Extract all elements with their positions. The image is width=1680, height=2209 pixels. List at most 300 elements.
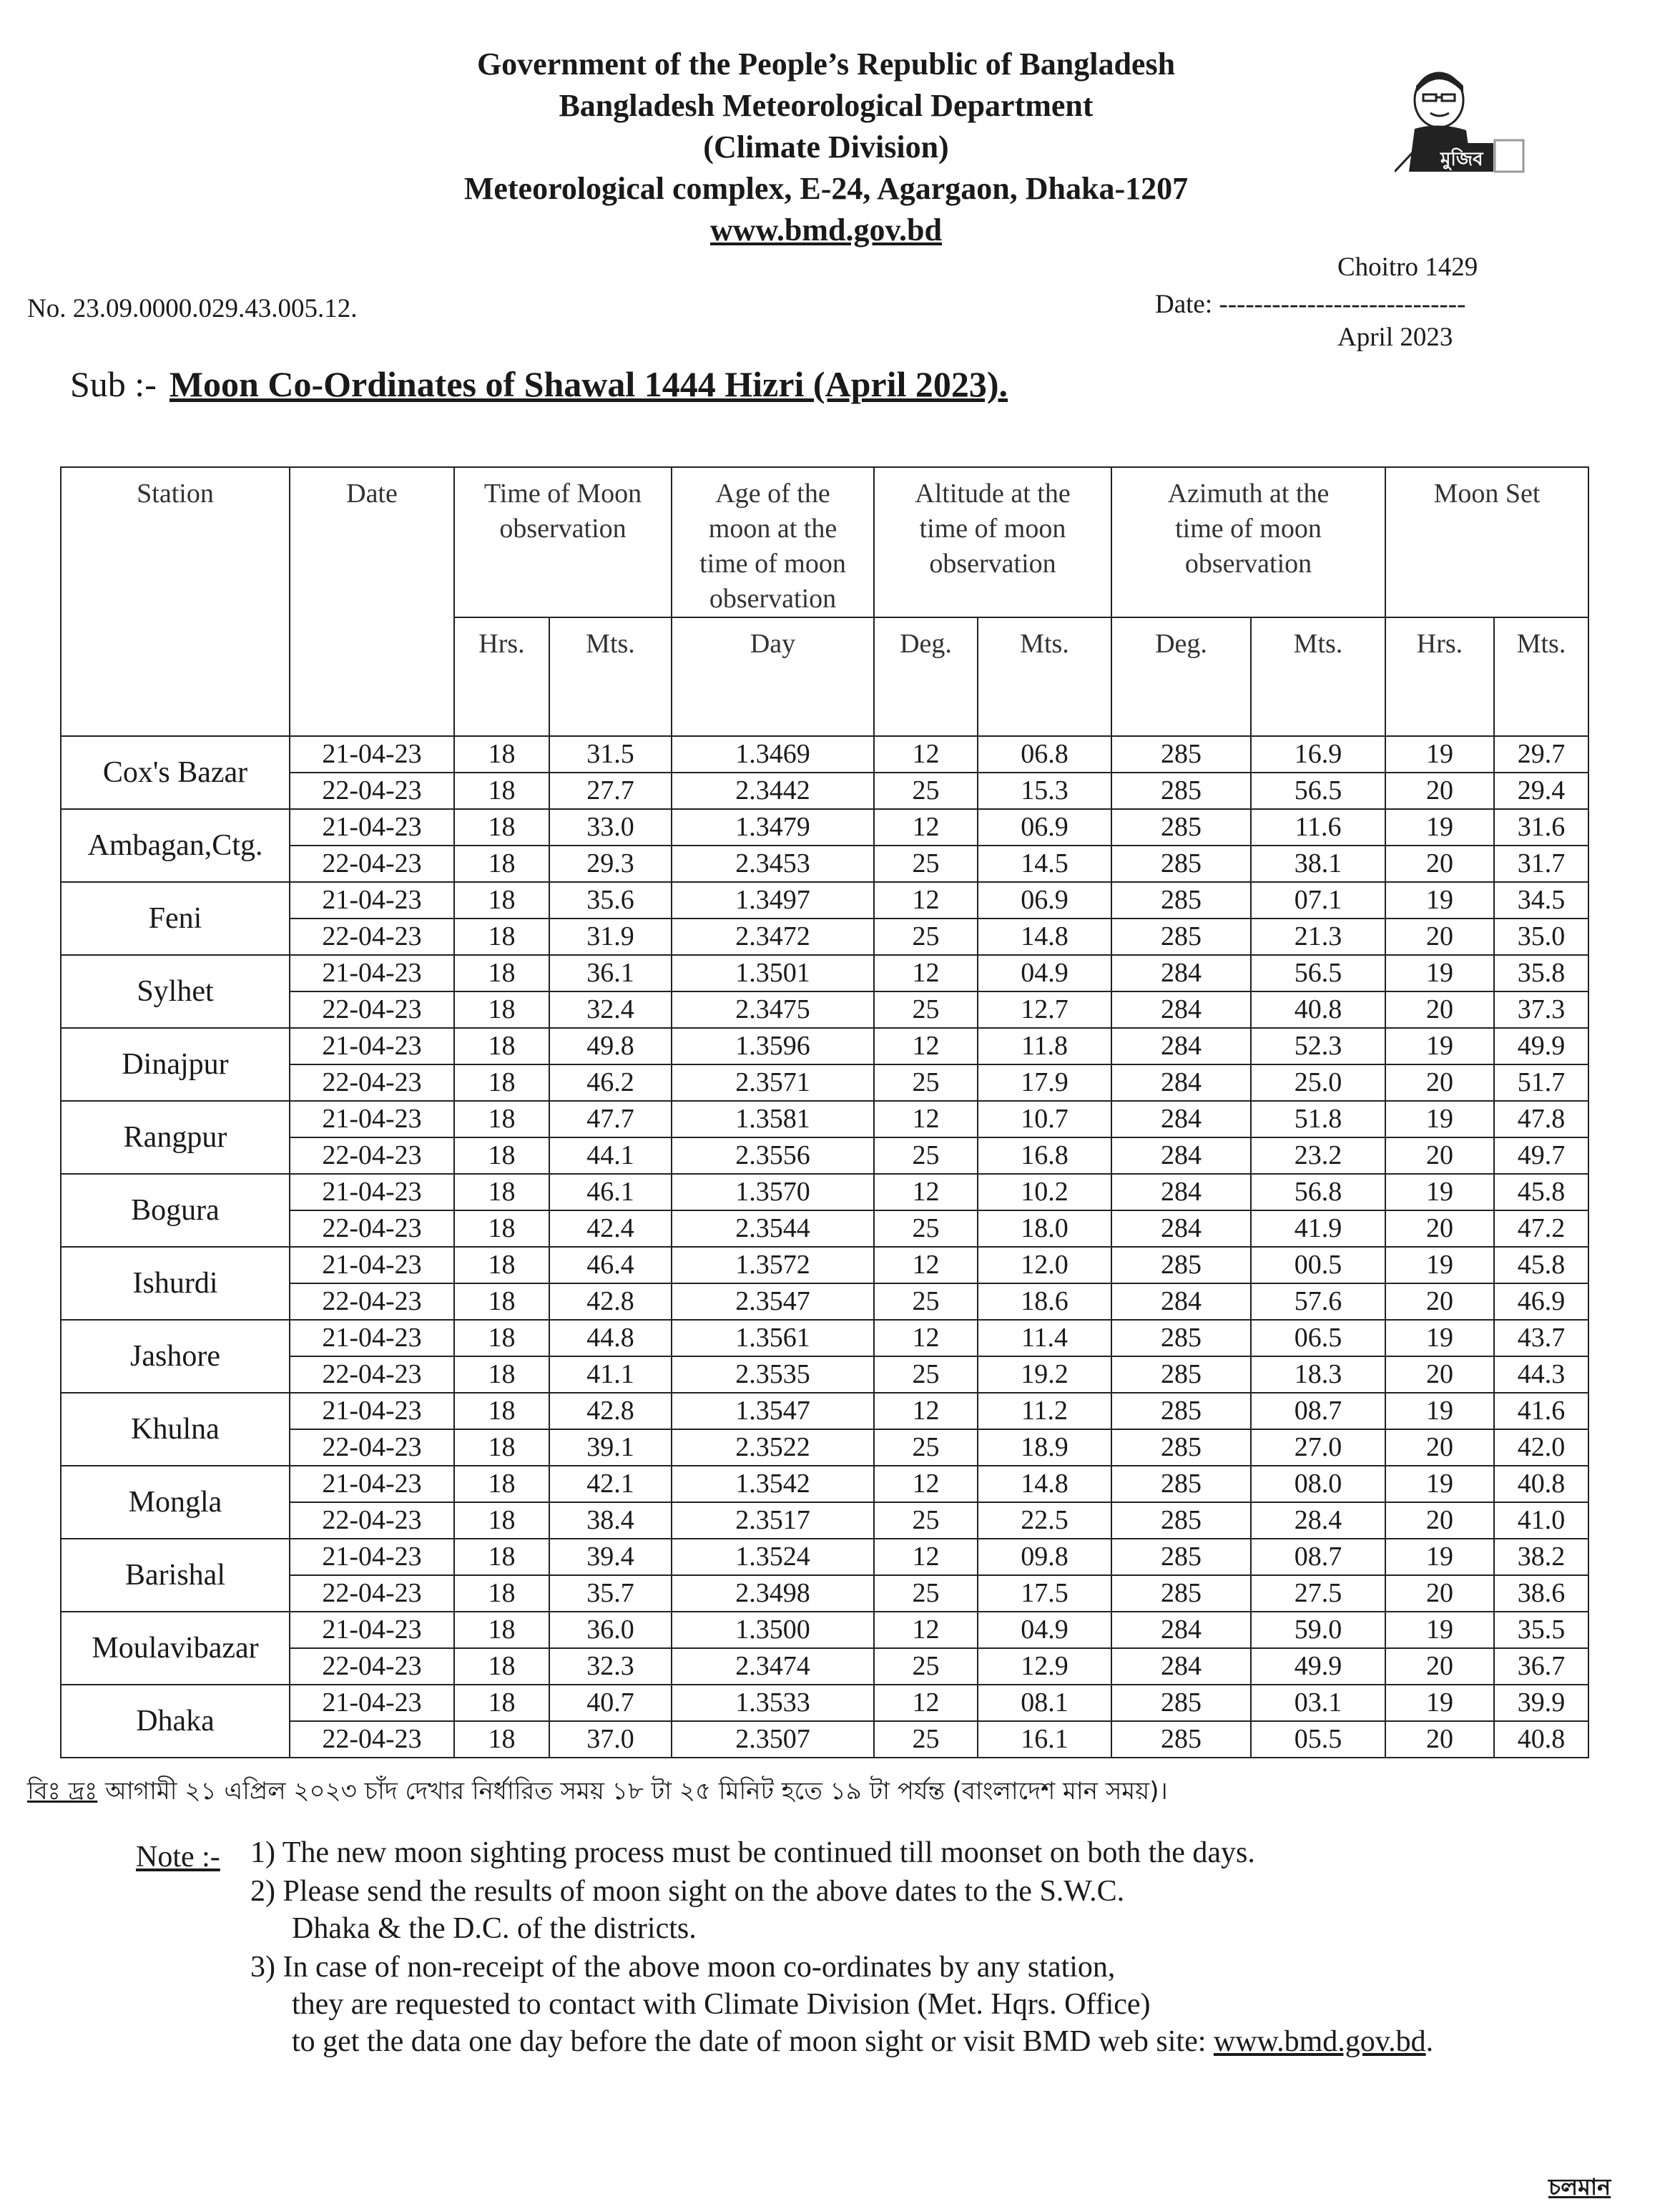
cell-age-day: 2.3472 bbox=[672, 919, 874, 955]
cell-az-deg: 285 bbox=[1111, 1502, 1251, 1539]
cell-alt-deg: 12 bbox=[874, 1028, 978, 1064]
bmd-website-link[interactable]: www.bmd.gov.bd bbox=[1213, 2025, 1426, 2058]
cell-az-mts: 41.9 bbox=[1251, 1210, 1385, 1247]
cell-set-hrs: 20 bbox=[1385, 1283, 1494, 1320]
cell-set-mts: 34.5 bbox=[1494, 882, 1588, 919]
cell-alt-mts: 18.9 bbox=[978, 1429, 1111, 1466]
cell-az-mts: 06.5 bbox=[1251, 1320, 1385, 1356]
cell-set-hrs: 20 bbox=[1385, 1721, 1494, 1758]
cell-time-mts: 39.4 bbox=[549, 1539, 672, 1575]
cell-alt-mts: 17.9 bbox=[978, 1064, 1111, 1101]
cell-date: 21-04-23 bbox=[290, 1466, 454, 1502]
cell-alt-deg: 12 bbox=[874, 882, 978, 919]
cell-time-mts: 31.5 bbox=[549, 736, 672, 773]
subheader-hrs: Hrs. bbox=[454, 617, 549, 736]
table-row bbox=[61, 1575, 1588, 1612]
cell-az-deg: 285 bbox=[1111, 1320, 1251, 1356]
note-3-period: . bbox=[1425, 2025, 1434, 2058]
subheader-set-mts: Mts. bbox=[1494, 617, 1588, 736]
station-name: Rangpur bbox=[61, 1101, 290, 1174]
cell-time-mts: 38.4 bbox=[549, 1502, 672, 1539]
cell-alt-deg: 12 bbox=[874, 1101, 978, 1137]
cell-az-deg: 285 bbox=[1111, 1685, 1251, 1721]
cell-az-deg: 285 bbox=[1111, 882, 1251, 919]
cell-age-day: 1.3542 bbox=[672, 1466, 874, 1502]
station-name: Feni bbox=[61, 882, 290, 955]
cell-time-mts: 46.2 bbox=[549, 1064, 672, 1101]
cell-set-mts: 41.0 bbox=[1494, 1502, 1588, 1539]
cell-az-mts: 49.9 bbox=[1251, 1648, 1385, 1685]
cell-date: 21-04-23 bbox=[290, 1101, 454, 1137]
station-name: Ambagan,Ctg. bbox=[61, 809, 290, 882]
cell-time-hrs: 18 bbox=[454, 919, 549, 955]
cell-time-mts: 39.1 bbox=[549, 1429, 672, 1466]
table-row bbox=[61, 1028, 1588, 1064]
table-row bbox=[61, 1320, 1588, 1356]
subject-line bbox=[70, 363, 1008, 405]
cell-alt-mts: 04.9 bbox=[978, 1612, 1111, 1648]
cell-set-hrs: 19 bbox=[1385, 1320, 1494, 1356]
cell-time-hrs: 18 bbox=[454, 1174, 549, 1210]
cell-alt-mts: 06.9 bbox=[978, 882, 1111, 919]
cell-az-deg: 284 bbox=[1111, 991, 1251, 1028]
cell-time-mts: 46.1 bbox=[549, 1174, 672, 1210]
cell-time-hrs: 18 bbox=[454, 1283, 549, 1320]
cell-date: 21-04-23 bbox=[290, 809, 454, 846]
cell-date: 22-04-23 bbox=[290, 1210, 454, 1247]
cell-set-hrs: 20 bbox=[1385, 1064, 1494, 1101]
cell-set-mts: 38.2 bbox=[1494, 1539, 1588, 1575]
note-3-line-3 bbox=[292, 2024, 1433, 2059]
cell-time-hrs: 18 bbox=[454, 1466, 549, 1502]
cell-az-deg: 284 bbox=[1111, 1137, 1251, 1174]
cell-set-mts: 49.7 bbox=[1494, 1137, 1588, 1174]
english-date: April 2023 bbox=[1337, 323, 1453, 352]
cell-set-hrs: 19 bbox=[1385, 809, 1494, 846]
cell-alt-mts: 12.7 bbox=[978, 991, 1111, 1028]
cell-time-hrs: 18 bbox=[454, 1539, 549, 1575]
table-row bbox=[61, 991, 1588, 1028]
cell-time-hrs: 18 bbox=[454, 1320, 549, 1356]
cell-set-mts: 37.3 bbox=[1494, 991, 1588, 1028]
cell-az-mts: 21.3 bbox=[1251, 919, 1385, 955]
cell-date: 22-04-23 bbox=[290, 1283, 454, 1320]
cell-az-mts: 57.6 bbox=[1251, 1283, 1385, 1320]
table-row bbox=[61, 1283, 1588, 1320]
cell-az-deg: 285 bbox=[1111, 1539, 1251, 1575]
cell-alt-mts: 08.1 bbox=[978, 1685, 1111, 1721]
cell-time-mts: 42.8 bbox=[549, 1393, 672, 1429]
note-3-line-1: 3) In case of non-receipt of the above moon co-ordinates by any station, bbox=[250, 1951, 1116, 1984]
continued-label: চলমান bbox=[1548, 2173, 1611, 2200]
cell-az-deg: 285 bbox=[1111, 736, 1251, 773]
cell-set-hrs: 20 bbox=[1385, 1648, 1494, 1685]
cell-alt-deg: 25 bbox=[874, 1575, 978, 1612]
cell-set-hrs: 19 bbox=[1385, 1393, 1494, 1429]
table-row bbox=[61, 1064, 1588, 1101]
cell-az-mts: 08.0 bbox=[1251, 1466, 1385, 1502]
cell-date: 21-04-23 bbox=[290, 1247, 454, 1283]
cell-az-mts: 08.7 bbox=[1251, 1539, 1385, 1575]
cell-set-mts: 35.5 bbox=[1494, 1612, 1588, 1648]
cell-az-deg: 285 bbox=[1111, 1247, 1251, 1283]
cell-date: 22-04-23 bbox=[290, 1502, 454, 1539]
cell-az-deg: 285 bbox=[1111, 1393, 1251, 1429]
subheader-az-deg: Deg. bbox=[1111, 617, 1251, 736]
cell-time-hrs: 18 bbox=[454, 773, 549, 809]
cell-az-mts: 27.5 bbox=[1251, 1575, 1385, 1612]
cell-age-day: 1.3572 bbox=[672, 1247, 874, 1283]
bangla-note-text: আগামী ২১ এপ্রিল ২০২৩ চাঁদ দেখার নির্ধারিত সময় ১৮ টা ২৫ মিনিট হতে ১৯ টা পর্যন্ত (বাংলাদেশ মান সময়)। bbox=[97, 1777, 1168, 1806]
cell-az-mts: 03.1 bbox=[1251, 1685, 1385, 1721]
cell-set-hrs: 19 bbox=[1385, 1466, 1494, 1502]
cell-age-day: 2.3517 bbox=[672, 1502, 874, 1539]
cell-az-mts: 05.5 bbox=[1251, 1721, 1385, 1758]
cell-time-mts: 29.3 bbox=[549, 846, 672, 882]
cell-az-mts: 59.0 bbox=[1251, 1612, 1385, 1648]
cell-date: 22-04-23 bbox=[290, 1137, 454, 1174]
cell-alt-deg: 25 bbox=[874, 846, 978, 882]
cell-time-hrs: 18 bbox=[454, 736, 549, 773]
cell-age-day: 1.3581 bbox=[672, 1101, 874, 1137]
bangla-note-prefix: বিঃ দ্রঃ bbox=[27, 1777, 98, 1806]
cell-date: 22-04-23 bbox=[290, 1356, 454, 1393]
bangla-date: Choitro 1429 bbox=[1337, 253, 1478, 282]
cell-alt-mts: 19.2 bbox=[978, 1356, 1111, 1393]
cell-date: 22-04-23 bbox=[290, 773, 454, 809]
cell-time-hrs: 18 bbox=[454, 1028, 549, 1064]
table-row bbox=[61, 809, 1588, 846]
cell-date: 21-04-23 bbox=[290, 1028, 454, 1064]
cell-set-hrs: 20 bbox=[1385, 919, 1494, 955]
cell-az-deg: 284 bbox=[1111, 1210, 1251, 1247]
cell-set-mts: 35.8 bbox=[1494, 955, 1588, 991]
cell-alt-deg: 25 bbox=[874, 1137, 978, 1174]
note-1: 1) The new moon sighting process must be continued till moonset on both the days. bbox=[250, 1836, 1255, 1869]
cell-alt-mts: 17.5 bbox=[978, 1575, 1111, 1612]
cell-az-mts: 56.8 bbox=[1251, 1174, 1385, 1210]
cell-alt-deg: 12 bbox=[874, 1685, 978, 1721]
cell-time-mts: 31.9 bbox=[549, 919, 672, 955]
cell-set-mts: 45.8 bbox=[1494, 1247, 1588, 1283]
cell-set-hrs: 20 bbox=[1385, 1575, 1494, 1612]
table-row bbox=[61, 736, 1588, 773]
table-row bbox=[61, 1612, 1588, 1648]
mujib100-logo bbox=[1395, 64, 1538, 186]
cell-set-mts: 42.0 bbox=[1494, 1429, 1588, 1466]
station-name: Dhaka bbox=[61, 1685, 290, 1758]
cell-az-deg: 284 bbox=[1111, 1101, 1251, 1137]
cell-set-hrs: 19 bbox=[1385, 1539, 1494, 1575]
table-row bbox=[61, 846, 1588, 882]
cell-az-mts: 52.3 bbox=[1251, 1028, 1385, 1064]
cell-az-deg: 284 bbox=[1111, 1283, 1251, 1320]
cell-time-mts: 35.7 bbox=[549, 1575, 672, 1612]
table-row bbox=[61, 1429, 1588, 1466]
table-row bbox=[61, 1539, 1588, 1575]
cell-time-hrs: 18 bbox=[454, 1502, 549, 1539]
cell-time-mts: 41.1 bbox=[549, 1356, 672, 1393]
cell-alt-deg: 25 bbox=[874, 991, 978, 1028]
cell-time-mts: 47.7 bbox=[549, 1101, 672, 1137]
cell-time-mts: 40.7 bbox=[549, 1685, 672, 1721]
cell-date: 22-04-23 bbox=[290, 1575, 454, 1612]
cell-date: 21-04-23 bbox=[290, 1320, 454, 1356]
cell-age-day: 2.3547 bbox=[672, 1283, 874, 1320]
cell-time-hrs: 18 bbox=[454, 1137, 549, 1174]
cell-az-deg: 285 bbox=[1111, 773, 1251, 809]
cell-az-mts: 00.5 bbox=[1251, 1247, 1385, 1283]
cell-set-hrs: 20 bbox=[1385, 1502, 1494, 1539]
cell-alt-deg: 12 bbox=[874, 1174, 978, 1210]
cell-alt-deg: 25 bbox=[874, 1648, 978, 1685]
header-azimuth: Azimuth at the time of moon observation bbox=[1111, 467, 1385, 617]
header-altitude: Altitude at the time of moon observation bbox=[874, 467, 1111, 617]
station-name: Bogura bbox=[61, 1174, 290, 1247]
cell-set-mts: 46.9 bbox=[1494, 1283, 1588, 1320]
cell-alt-deg: 25 bbox=[874, 1502, 978, 1539]
note-2-line-2: Dhaka & the D.C. of the districts. bbox=[292, 1912, 697, 1945]
cell-date: 22-04-23 bbox=[290, 919, 454, 955]
note-label: Note :- bbox=[136, 1841, 220, 1874]
cell-age-day: 1.3561 bbox=[672, 1320, 874, 1356]
cell-alt-mts: 18.6 bbox=[978, 1283, 1111, 1320]
cell-set-hrs: 19 bbox=[1385, 1247, 1494, 1283]
cell-alt-deg: 12 bbox=[874, 1247, 978, 1283]
cell-time-mts: 42.8 bbox=[549, 1283, 672, 1320]
station-name: Moulavibazar bbox=[61, 1612, 290, 1685]
cell-az-mts: 40.8 bbox=[1251, 991, 1385, 1028]
cell-date: 22-04-23 bbox=[290, 1064, 454, 1101]
moon-coordinates-table bbox=[60, 466, 1589, 1758]
cell-set-mts: 29.4 bbox=[1494, 773, 1588, 809]
cell-alt-mts: 16.8 bbox=[978, 1137, 1111, 1174]
cell-set-hrs: 20 bbox=[1385, 1210, 1494, 1247]
logo-text: মুজিব bbox=[1440, 149, 1483, 170]
cell-set-mts: 43.7 bbox=[1494, 1320, 1588, 1356]
table-body bbox=[61, 736, 1588, 1758]
cell-time-hrs: 18 bbox=[454, 1247, 549, 1283]
cell-time-hrs: 18 bbox=[454, 882, 549, 919]
table-row bbox=[61, 1466, 1588, 1502]
header-station: Station bbox=[61, 467, 290, 736]
cell-time-mts: 49.8 bbox=[549, 1028, 672, 1064]
cell-alt-mts: 14.8 bbox=[978, 919, 1111, 955]
cell-time-hrs: 18 bbox=[454, 1210, 549, 1247]
cell-az-mts: 25.0 bbox=[1251, 1064, 1385, 1101]
table-row bbox=[61, 1137, 1588, 1174]
cell-set-hrs: 20 bbox=[1385, 1356, 1494, 1393]
cell-time-hrs: 18 bbox=[454, 1101, 549, 1137]
cell-az-mts: 23.2 bbox=[1251, 1137, 1385, 1174]
header-government: Government of the People’s Republic of Bangladesh bbox=[476, 46, 1176, 82]
cell-alt-mts: 14.5 bbox=[978, 846, 1111, 882]
cell-alt-deg: 25 bbox=[874, 1064, 978, 1101]
cell-az-deg: 284 bbox=[1111, 1028, 1251, 1064]
cell-date: 22-04-23 bbox=[290, 846, 454, 882]
subject-prefix: Sub :- bbox=[70, 364, 157, 404]
subheader-deg: Deg. bbox=[874, 617, 978, 736]
cell-alt-mts: 12.0 bbox=[978, 1247, 1111, 1283]
cell-az-deg: 285 bbox=[1111, 1356, 1251, 1393]
cell-set-mts: 40.8 bbox=[1494, 1721, 1588, 1758]
cell-alt-mts: 06.8 bbox=[978, 736, 1111, 773]
cell-age-day: 1.3547 bbox=[672, 1393, 874, 1429]
cell-alt-mts: 12.9 bbox=[978, 1648, 1111, 1685]
cell-time-hrs: 18 bbox=[454, 955, 549, 991]
cell-set-hrs: 20 bbox=[1385, 1429, 1494, 1466]
note-3-text: to get the data one day before the date of moon sight or visit BMD web site: bbox=[292, 2025, 1214, 2058]
station-name: Barishal bbox=[61, 1539, 290, 1612]
cell-az-mts: 08.7 bbox=[1251, 1393, 1385, 1429]
cell-alt-deg: 25 bbox=[874, 773, 978, 809]
cell-alt-mts: 11.4 bbox=[978, 1320, 1111, 1356]
cell-set-mts: 31.7 bbox=[1494, 846, 1588, 882]
header-website[interactable]: www.bmd.gov.bd bbox=[709, 212, 942, 248]
cell-time-mts: 42.4 bbox=[549, 1210, 672, 1247]
cell-alt-deg: 12 bbox=[874, 1466, 978, 1502]
cell-alt-deg: 12 bbox=[874, 1320, 978, 1356]
cell-alt-deg: 12 bbox=[874, 809, 978, 846]
header-address: Meteorological complex, E-24, Agargaon, Dhaka-1207 bbox=[463, 171, 1189, 206]
header-time: Time of Moon observation bbox=[454, 467, 672, 617]
cell-date: 21-04-23 bbox=[290, 1539, 454, 1575]
cell-time-mts: 36.0 bbox=[549, 1612, 672, 1648]
cell-set-hrs: 20 bbox=[1385, 991, 1494, 1028]
table-row bbox=[61, 1721, 1588, 1758]
cell-alt-mts: 15.3 bbox=[978, 773, 1111, 809]
cell-az-mts: 27.0 bbox=[1251, 1429, 1385, 1466]
cell-time-hrs: 18 bbox=[454, 1429, 549, 1466]
cell-set-mts: 49.9 bbox=[1494, 1028, 1588, 1064]
cell-date: 22-04-23 bbox=[290, 1648, 454, 1685]
cell-set-mts: 47.8 bbox=[1494, 1101, 1588, 1137]
cell-time-hrs: 18 bbox=[454, 1612, 549, 1648]
cell-set-hrs: 19 bbox=[1385, 736, 1494, 773]
cell-age-day: 1.3501 bbox=[672, 955, 874, 991]
cell-az-mts: 56.5 bbox=[1251, 773, 1385, 809]
cell-az-deg: 284 bbox=[1111, 1648, 1251, 1685]
cell-set-hrs: 19 bbox=[1385, 882, 1494, 919]
header-division: (Climate Division) bbox=[703, 129, 949, 165]
table-row bbox=[61, 1101, 1588, 1137]
cell-set-mts: 39.9 bbox=[1494, 1685, 1588, 1721]
cell-az-deg: 284 bbox=[1111, 1174, 1251, 1210]
table-row bbox=[61, 955, 1588, 991]
table-row bbox=[61, 1393, 1588, 1429]
cell-set-mts: 41.6 bbox=[1494, 1393, 1588, 1429]
cell-age-day: 1.3469 bbox=[672, 736, 874, 773]
cell-age-day: 2.3535 bbox=[672, 1356, 874, 1393]
cell-date: 21-04-23 bbox=[290, 1174, 454, 1210]
cell-age-day: 1.3524 bbox=[672, 1539, 874, 1575]
note-3-line-2: they are requested to contact with Climate Division (Met. Hqrs. Office) bbox=[292, 1988, 1151, 2021]
cell-set-hrs: 19 bbox=[1385, 1174, 1494, 1210]
cell-az-deg: 285 bbox=[1111, 1466, 1251, 1502]
cell-time-mts: 32.4 bbox=[549, 991, 672, 1028]
cell-alt-mts: 11.2 bbox=[978, 1393, 1111, 1429]
cell-set-hrs: 19 bbox=[1385, 955, 1494, 991]
cell-alt-deg: 12 bbox=[874, 1393, 978, 1429]
cell-alt-mts: 09.8 bbox=[978, 1539, 1111, 1575]
cell-age-day: 1.3479 bbox=[672, 809, 874, 846]
header-age: Age of the moon at the time of moon observation bbox=[672, 467, 874, 617]
cell-time-mts: 44.1 bbox=[549, 1137, 672, 1174]
cell-date: 22-04-23 bbox=[290, 991, 454, 1028]
cell-time-hrs: 18 bbox=[454, 1575, 549, 1612]
table-row bbox=[61, 1685, 1588, 1721]
cell-set-mts: 47.2 bbox=[1494, 1210, 1588, 1247]
cell-alt-mts: 06.9 bbox=[978, 809, 1111, 846]
cell-az-mts: 18.3 bbox=[1251, 1356, 1385, 1393]
subject-text: Moon Co-Ordinates of Shawal 1444 Hizri (April 2023). bbox=[169, 364, 1008, 404]
table-row bbox=[61, 919, 1588, 955]
cell-alt-mts: 04.9 bbox=[978, 955, 1111, 991]
cell-alt-deg: 25 bbox=[874, 1210, 978, 1247]
cell-az-deg: 284 bbox=[1111, 955, 1251, 991]
cell-set-hrs: 19 bbox=[1385, 1101, 1494, 1137]
cell-set-hrs: 19 bbox=[1385, 1685, 1494, 1721]
note-2-line-1: 2) Please send the results of moon sight on the above dates to the S.W.C. bbox=[250, 1875, 1125, 1908]
cell-age-day: 1.3570 bbox=[672, 1174, 874, 1210]
cell-date: 21-04-23 bbox=[290, 1393, 454, 1429]
cell-alt-mts: 16.1 bbox=[978, 1721, 1111, 1758]
cell-az-deg: 284 bbox=[1111, 1612, 1251, 1648]
cell-alt-mts: 10.2 bbox=[978, 1174, 1111, 1210]
cell-alt-deg: 25 bbox=[874, 1356, 978, 1393]
cell-set-mts: 51.7 bbox=[1494, 1064, 1588, 1101]
cell-time-mts: 33.0 bbox=[549, 809, 672, 846]
station-name: Sylhet bbox=[61, 955, 290, 1028]
cell-time-hrs: 18 bbox=[454, 1064, 549, 1101]
cell-age-day: 2.3571 bbox=[672, 1064, 874, 1101]
cell-time-mts: 37.0 bbox=[549, 1721, 672, 1758]
cell-set-hrs: 20 bbox=[1385, 773, 1494, 809]
cell-set-mts: 29.7 bbox=[1494, 736, 1588, 773]
cell-alt-deg: 12 bbox=[874, 1539, 978, 1575]
cell-az-deg: 285 bbox=[1111, 1575, 1251, 1612]
station-name: Dinajpur bbox=[61, 1028, 290, 1101]
cell-time-hrs: 18 bbox=[454, 846, 549, 882]
reference-number: No. 23.09.0000.029.43.005.12. bbox=[27, 294, 358, 323]
station-name: Khulna bbox=[61, 1393, 290, 1466]
cell-alt-deg: 25 bbox=[874, 1283, 978, 1320]
cell-az-mts: 28.4 bbox=[1251, 1502, 1385, 1539]
subheader-day: Day bbox=[672, 617, 874, 736]
cell-age-day: 1.3497 bbox=[672, 882, 874, 919]
cell-set-hrs: 20 bbox=[1385, 846, 1494, 882]
cell-age-day: 2.3453 bbox=[672, 846, 874, 882]
cell-age-day: 2.3475 bbox=[672, 991, 874, 1028]
cell-time-hrs: 18 bbox=[454, 1685, 549, 1721]
cell-date: 21-04-23 bbox=[290, 882, 454, 919]
cell-az-mts: 11.6 bbox=[1251, 809, 1385, 846]
cell-date: 21-04-23 bbox=[290, 955, 454, 991]
cell-time-mts: 44.8 bbox=[549, 1320, 672, 1356]
cell-set-mts: 36.7 bbox=[1494, 1648, 1588, 1685]
cell-age-day: 1.3500 bbox=[672, 1612, 874, 1648]
cell-time-mts: 32.3 bbox=[549, 1648, 672, 1685]
cell-alt-mts: 18.0 bbox=[978, 1210, 1111, 1247]
cell-alt-mts: 11.8 bbox=[978, 1028, 1111, 1064]
station-name: Mongla bbox=[61, 1466, 290, 1539]
cell-az-mts: 51.8 bbox=[1251, 1101, 1385, 1137]
cell-alt-deg: 12 bbox=[874, 955, 978, 991]
cell-age-day: 2.3544 bbox=[672, 1210, 874, 1247]
cell-set-mts: 45.8 bbox=[1494, 1174, 1588, 1210]
cell-age-day: 2.3507 bbox=[672, 1721, 874, 1758]
cell-alt-deg: 12 bbox=[874, 1612, 978, 1648]
